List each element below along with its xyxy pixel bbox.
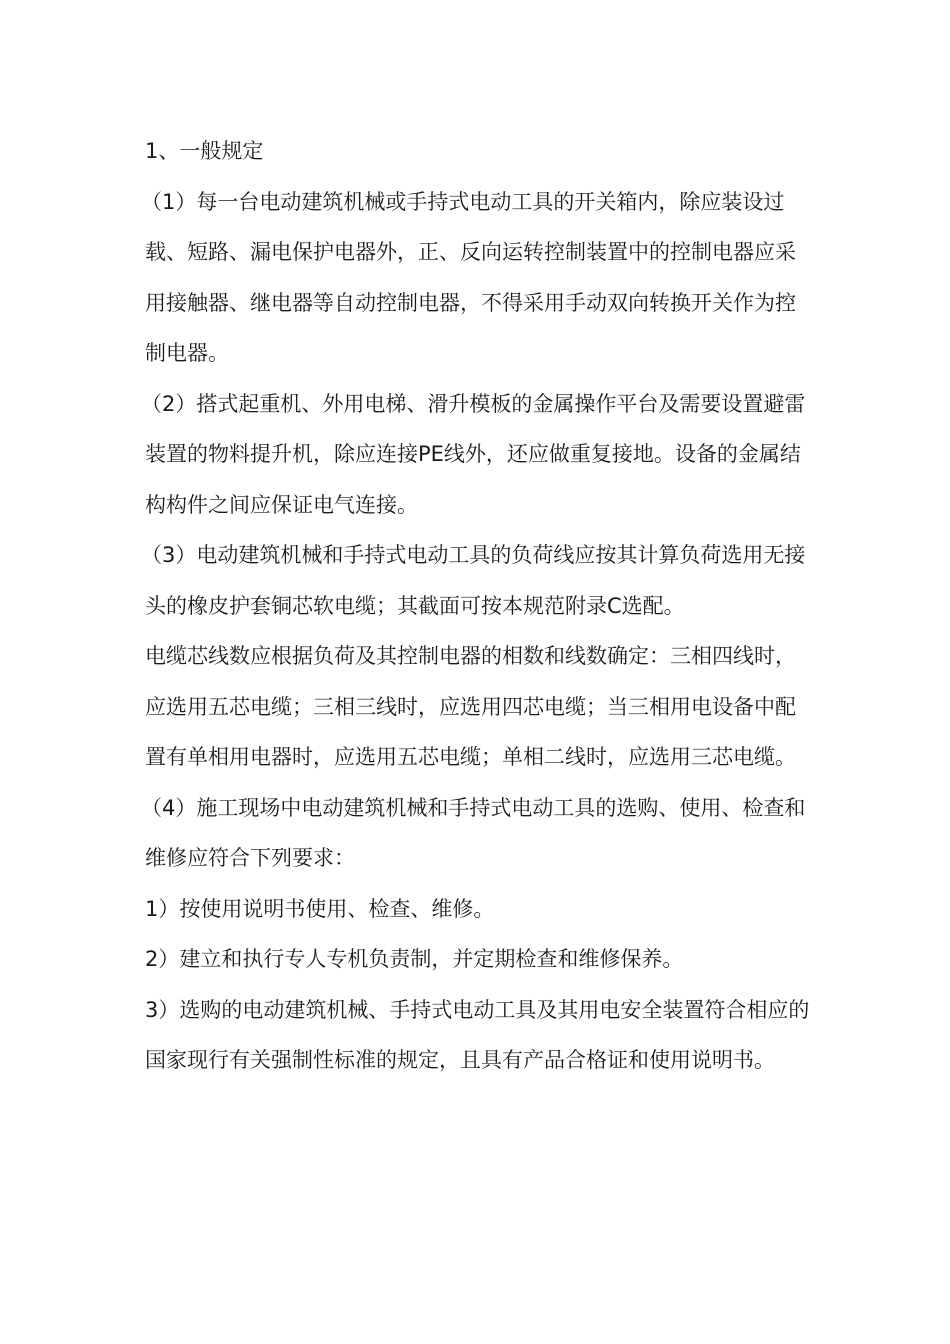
paragraph-cable-cores: 电缆芯线数应根据负荷及其控制电器的相数和线数确定：三相四线时，应选用五芯电缆；三相三线时，应选用四芯电缆；当三相用电设备中配置有单相用电器时，应选用五芯电缆；单相二线时，应选用三芯电缆。 — [145, 644, 796, 769]
paragraph-3: （3）电动建筑机械和手持式电动工具的负荷线应按其计算负荷选用无接头的橡皮护套铜芯软电缆；其截面可按本规范附录C选配。 — [141, 543, 806, 618]
paragraph-4: （4）施工现场中电动建筑机械和手持式电动工具的选购、使用、检查和维修应符合下列要求： — [141, 795, 806, 870]
paragraph-2: （2）搭式起重机、外用电梯、滑升模板的金属操作平台及需要设置避雷装置的物料提升机，除应连接PE线外，还应做重复接地。设备的金属结构构件之间应保证电气连接。 — [141, 391, 806, 517]
section-heading: 1、一般规定 — [145, 139, 264, 163]
list-item-1: 1）按使用说明书使用、检查、维修。 — [145, 896, 495, 921]
document-body — [141, 126, 815, 1086]
list-item-2: 2）建立和执行专人专机负责制，并定期检查和维修保养。 — [145, 947, 684, 971]
list-item-3: 3）选购的电动建筑机械、手持式电动工具及其用电安全装置符合相应的国家现行有关强制性标准的规定，且具有产品合格证和使用说明书。 — [145, 997, 810, 1072]
paragraph-1: （1）每一台电动建筑机械或手持式电动工具的开关箱内，除应装设过载、短路、漏电保护电器外，正、反向运转控制装置中的控制电器应采用接触器、继电器等自动控制电器，不得采用手动双向转换开关作为控制电器。 — [141, 189, 796, 365]
